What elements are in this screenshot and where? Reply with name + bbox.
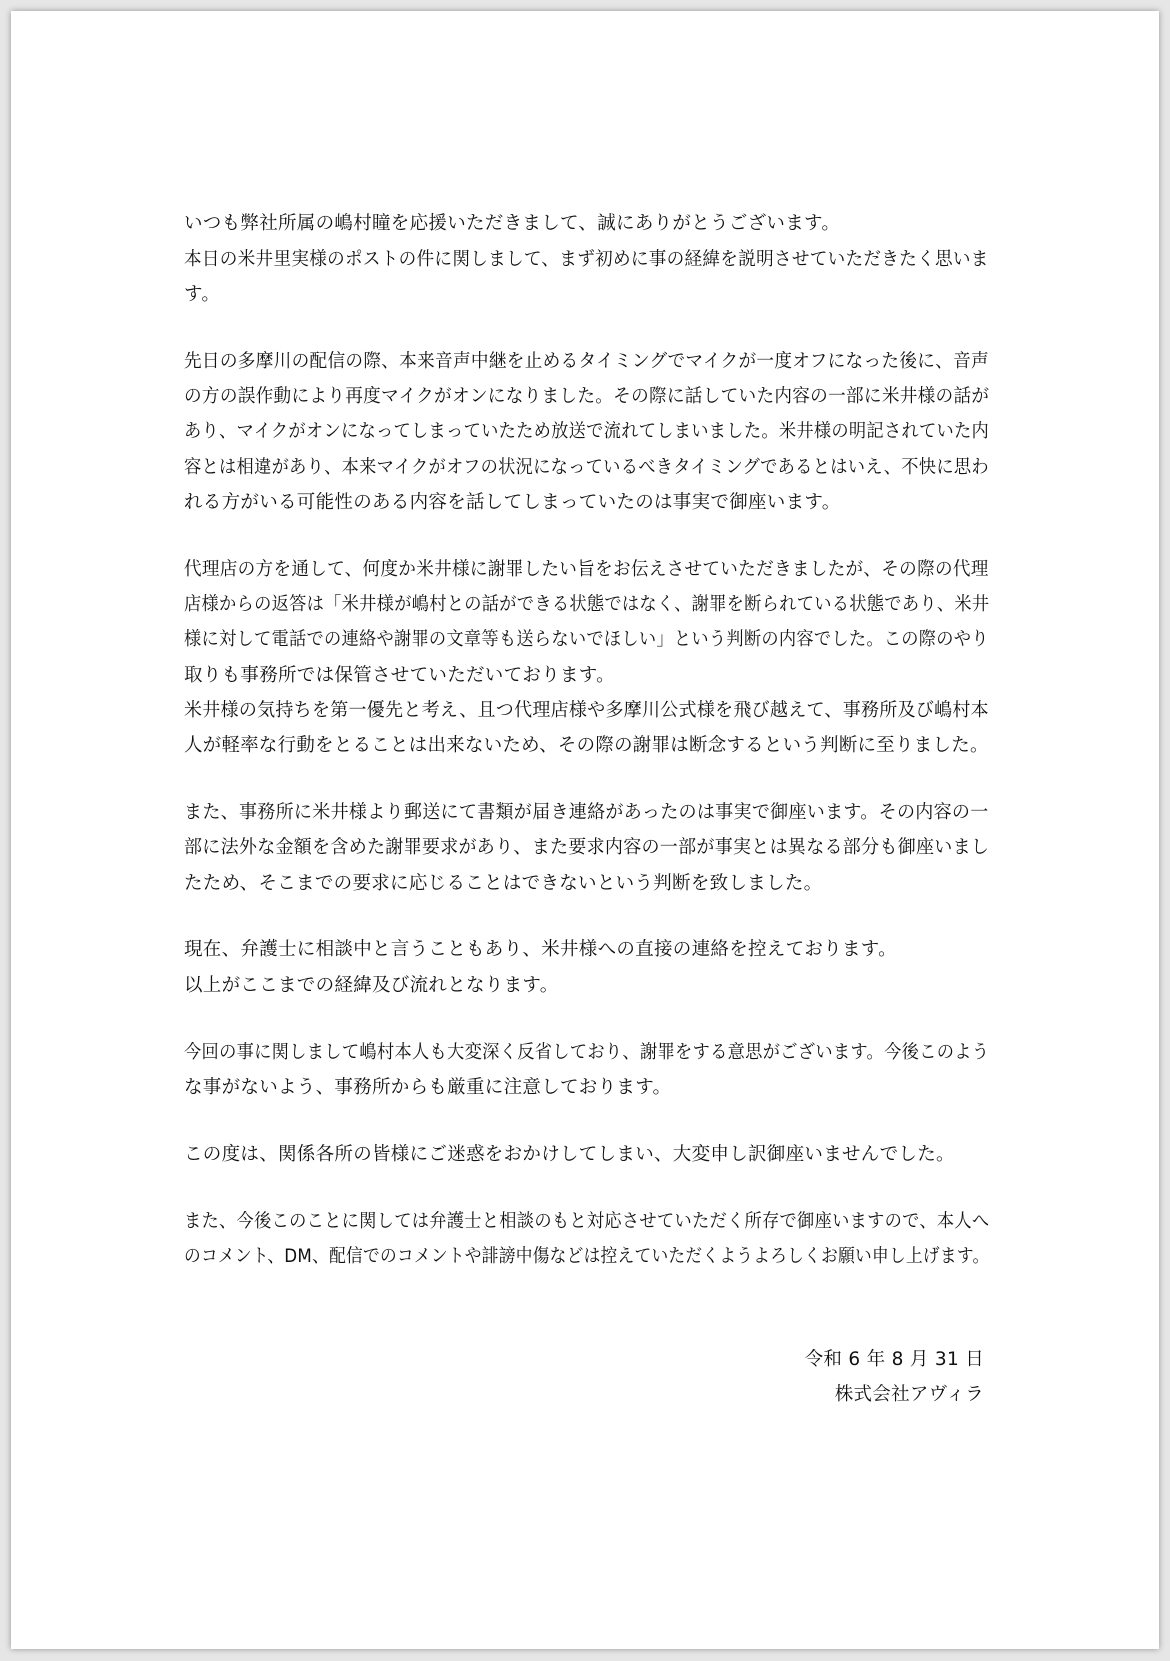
text-line: のコメント、DM、配信でのコメントや誹謗中傷などは控えていただくようよろしくお願い申し上げます。 [184,1246,990,1267]
text-line: また、今後このことに関しては弁護士と相談のもと対応させていただく所存で御座いますので、本人へ [184,1211,990,1232]
text-line: 容とは相違があり、本来マイクがオフの状況になっているべきタイミングであるとはいえ、不快に思わ [184,457,989,478]
text-line: 部に法外な金額を含めた謝罪要求があり、また要求内容の一部が事実とは異なる部分も御座いまし [184,837,990,858]
text-line: たため、そこまでの要求に応じることはできないという判断を致しました。 [184,873,823,894]
document-page [11,11,1159,1649]
company-name: 株式会社アヴィラ [834,1384,984,1405]
text-line: 今回の事に関しまして嶋村本人も大変深く反省しており、謝罪をする意思がございます。今後このよう [184,1042,990,1063]
text-line: 先日の多摩川の配信の際、本来音声中継を止めるタイミングでマイクが一度オフになった後に、音声 [184,351,989,372]
text-line: の方の誤作動により再度マイクがオンになりました。その際に話していた内容の一部に米井様の話が [184,386,990,407]
text-line: 代理店の方を通して、何度か米井様に謝罪したい旨をお伝えさせていただきましたが、その際の代理 [184,559,989,580]
text-line: 取りも事務所では保管させていただいております。 [184,665,615,686]
text-line: この度は、関係各所の皆様にご迷惑をおかけしてしまい、大変申し訳御座いませんでした。 [184,1144,955,1165]
text-line: す。 [184,284,221,305]
text-line: あり、マイクがオンになってしまっていたため放送で流れてしまいました。米井様の明記されていた内 [184,421,990,442]
text-line: 本日の米井里実様のポストの件に関しまして、まず初めに事の経緯を説明させていただきたく思いま [184,249,989,270]
text-line: 店様からの返答は「米井様が嶋村との話ができる状態ではなく、謝罪を断られている状態であり、米井 [184,594,990,615]
text-line: また、事務所に米井様より郵送にて書類が届き連絡があったのは事実で御座います。その内容の一 [184,802,989,823]
document-date: 令和 6 年 8 月 31 日 [804,1349,984,1370]
text-line: 人が軽率な行動をとることは出来ないため、その際の謝罪は断念するという判断に至りました。 [184,735,989,756]
text-line: いつも弊社所属の嶋村瞳を応援いただきまして、誠にありがとうございます。 [184,213,841,234]
text-line: 様に対して電話での連絡や謝罪の文章等も送らないでほしい」という判断の内容でした。この際のやり [184,629,989,650]
text-line: 米井様の気持ちを第一優先と考え、且つ代理店様や多摩川公式様を飛び越えて、事務所及び嶋村本 [184,700,989,721]
text-line: れる方がいる可能性のある内容を話してしまっていたのは事実で御座います。 [184,492,841,513]
text-line: 以上がここまでの経緯及び流れとなります。 [184,975,559,996]
text-line: な事がないよう、事務所からも厳重に注意しております。 [184,1077,672,1098]
text-line: 現在、弁護士に相談中と言うこともあり、米井様への直接の連絡を控えております。 [184,939,897,960]
